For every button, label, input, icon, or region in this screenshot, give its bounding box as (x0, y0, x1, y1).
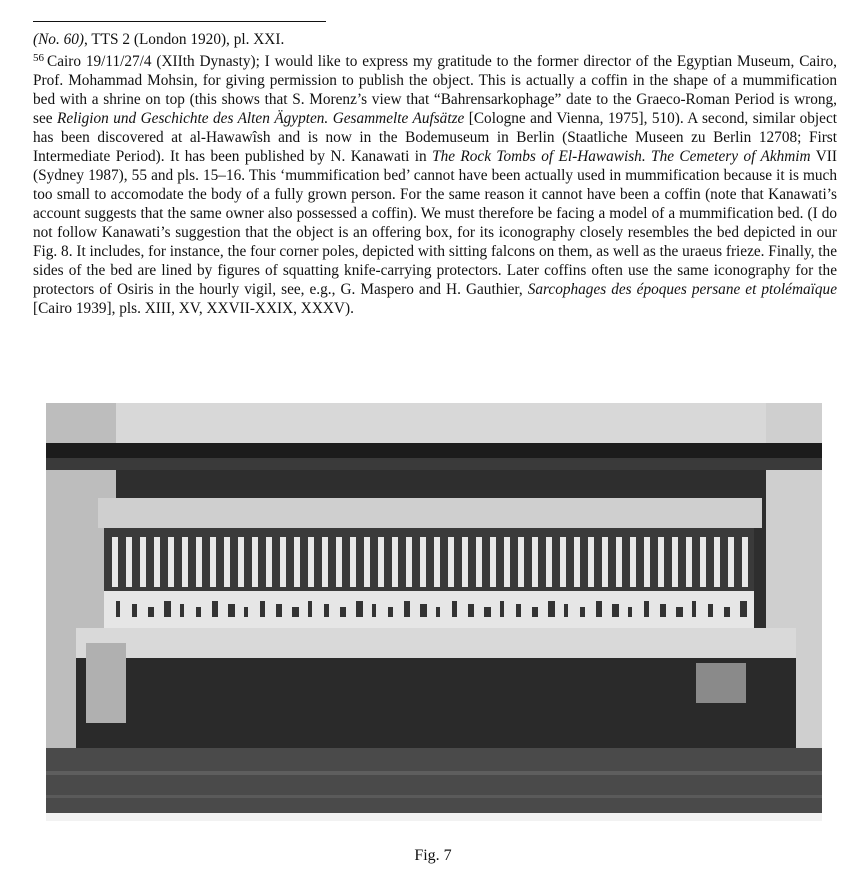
hieroglyph-mark (324, 604, 329, 617)
bed-column (728, 537, 734, 587)
footnote-text-part-6: [Cairo 1939], pls. XIII, XV, XXVII-XXIX, XXXV). (33, 300, 354, 317)
footnote-text-part-3: The Rock Tombs of El-Hawawish. The Cemetery of Akhmim (432, 148, 811, 165)
hieroglyph-mark (564, 604, 568, 617)
bed-column (448, 537, 454, 587)
hieroglyph-mark (196, 607, 201, 617)
bed-column (630, 537, 636, 587)
hieroglyph-mark (484, 607, 491, 617)
figure-caption: Fig. 7 (414, 847, 452, 864)
footnote-cont-part-1: , TTS 2 (London 1920), pl. XXI. (84, 31, 285, 48)
bed-column (686, 537, 692, 587)
bed-column (154, 537, 160, 587)
bed-column (140, 537, 146, 587)
bed-column (700, 537, 706, 587)
bed-column (182, 537, 188, 587)
hieroglyph-mark (276, 604, 282, 617)
bed-column (616, 537, 622, 587)
bed-column (560, 537, 566, 587)
hieroglyph-mark (404, 601, 410, 617)
bed-column (420, 537, 426, 587)
bed-column (546, 537, 552, 587)
hieroglyph-mark (628, 607, 632, 617)
hieroglyph-mark (292, 607, 299, 617)
footnote-text-part-0: Cairo 19/11/27/4 (XIIth Dynasty); I would like to express my gratitude to the former director of the Egyptian Museum, Cairo, Prof. Mohammad Mohsin, for giving permission to publish the object. This is actually a coffin in the shape of a mummification bed with a shrine on top (this shows that S. Morenz’s view that “Bahrensarkophage” date to the Graeco-Roman Period is wrong, see (33, 53, 837, 127)
bed-column (462, 537, 468, 587)
footnote-number: 56 (33, 52, 44, 64)
hieroglyph-mark (596, 601, 602, 617)
hieroglyph-mark (116, 601, 120, 617)
bed-column (112, 537, 118, 587)
bed-column (308, 537, 314, 587)
bed-column (490, 537, 496, 587)
bed-column (434, 537, 440, 587)
bed-column (196, 537, 202, 587)
hieroglyph-mark (308, 601, 312, 617)
bed-column (336, 537, 342, 587)
hieroglyph-mark (356, 601, 363, 617)
bed-column (602, 537, 608, 587)
bed-column (168, 537, 174, 587)
hieroglyph-mark (244, 607, 248, 617)
hieroglyph-mark (532, 607, 538, 617)
footnote-separator-rule (33, 21, 326, 22)
bed-column (322, 537, 328, 587)
bed-column (294, 537, 300, 587)
hieroglyph-mark (660, 604, 666, 617)
bed-column (518, 537, 524, 587)
footnote-text-part-1: Religion und Geschichte des Alten Ägypten. Gesammelte Aufsätze (56, 110, 465, 127)
hieroglyph-mark (260, 601, 265, 617)
hieroglyph-mark (340, 607, 346, 617)
bed-column (588, 537, 594, 587)
bed-column (210, 537, 216, 587)
footnote-text-part-5: Sarcophages des époques persane et ptolémaïque (527, 281, 837, 298)
hieroglyph-mark (436, 607, 440, 617)
bed-column (126, 537, 132, 587)
hieroglyph-mark (164, 601, 171, 617)
bed-column (350, 537, 356, 587)
bed-column (364, 537, 370, 587)
hieroglyph-mark (724, 607, 730, 617)
bed-column (742, 537, 748, 587)
hieroglyph-mark (420, 604, 427, 617)
hieroglyph-mark (740, 601, 747, 617)
hieroglyph-mark (676, 607, 683, 617)
footnote-continuation (33, 30, 837, 49)
hieroglyph-mark (548, 601, 555, 617)
bed-column (532, 537, 538, 587)
bed-column (476, 537, 482, 587)
bed-column (574, 537, 580, 587)
hieroglyph-mark (148, 607, 154, 617)
bed-column (252, 537, 258, 587)
hieroglyph-mark (212, 601, 218, 617)
bed-column (266, 537, 272, 587)
hieroglyph-mark (580, 607, 585, 617)
hieroglyph-mark (516, 604, 521, 617)
hieroglyph-mark (372, 604, 376, 617)
bed-column (714, 537, 720, 587)
hieroglyph-mark (644, 601, 649, 617)
hieroglyph-mark (452, 601, 457, 617)
bed-column (658, 537, 664, 587)
hieroglyph-mark (708, 604, 713, 617)
hieroglyph-mark (132, 604, 137, 617)
footnote-text-part-4: VII (Sydney 1987), 55 and pls. 15–16. This ‘mummification bed’ cannot have been actually used in mummification because it is much too small to accomodate the body of a fully grown person. For the same reason it cannot have been a coffin (note that Kanawati’s account suggests that the same owner also possessed a coffin). We must therefore be facing a model of a mummification bed. (I do not follow Kanawati’s suggestion that the object is an offering box, for its iconography closely resembles the bed depicted in our Fig. 8. It includes, for instance, the four corner poles, depicted with sitting falcons on them, as well as the uraeus frieze. Finally, the sides of the bed are lined by figures of squatting knife-carrying protectors. Later coffins often use the same iconography for the protectors of Osiris in the hourly vigil, see, e.g., G. Maspero and H. Gauthier, (33, 148, 837, 298)
hieroglyph-mark (612, 604, 619, 617)
bed-column (238, 537, 244, 587)
hieroglyph-mark (228, 604, 235, 617)
footnotes-block (33, 30, 837, 318)
hieroglyph-mark (500, 601, 504, 617)
bed-column (644, 537, 650, 587)
bed-column (406, 537, 412, 587)
mummification-bed-photo (46, 403, 822, 821)
footnote-cont-part-0: (No. 60) (33, 31, 84, 48)
bed-column (280, 537, 286, 587)
hieroglyph-mark (388, 607, 393, 617)
hieroglyph-mark (468, 604, 474, 617)
bed-column (224, 537, 230, 587)
footnote-56 (33, 49, 837, 318)
figure-7-photo (46, 403, 822, 821)
bed-column (672, 537, 678, 587)
bed-column (378, 537, 384, 587)
bed-column (504, 537, 510, 587)
footnote-text-part-2: [Cologne and Vienna, 1975], 510). A second, similar object has been discovered at al-Hawawîsh and is now in the Bodemuseum in Berlin (Staatliche Museen zu Berlin 12708; First Intermediate Period). It has been published by N. Kanawati in (33, 110, 837, 165)
hieroglyph-mark (692, 601, 696, 617)
bed-column (392, 537, 398, 587)
hieroglyph-mark (180, 604, 184, 617)
